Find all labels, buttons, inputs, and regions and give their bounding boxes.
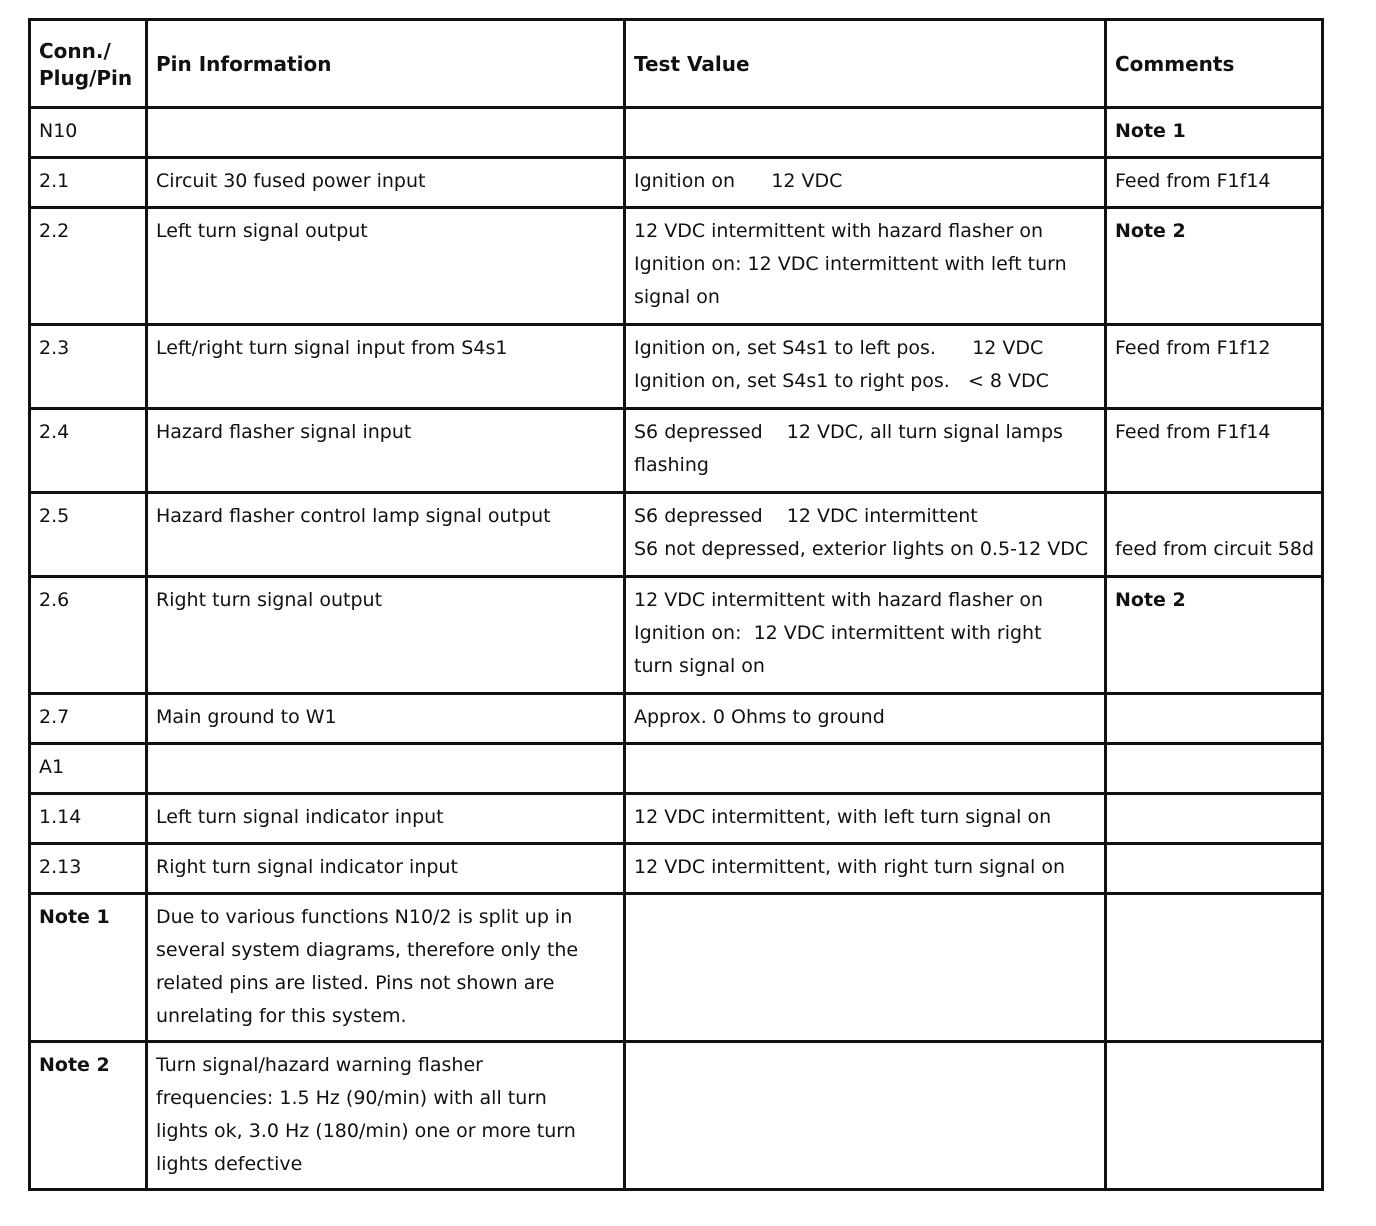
table-row: [30, 577, 1323, 694]
cell-pin: 2.13: [30, 844, 147, 894]
cell-pin: 2.4: [30, 409, 147, 493]
test-value-line: Ignition on, set S4s1 to left pos. 12 VDC: [634, 337, 1044, 359]
cell-pin-information: [147, 108, 625, 158]
header-test-value: Test Value: [625, 20, 1106, 108]
table-row: [30, 493, 1323, 577]
pin-information-line: Due to various functions N10/2 is split up in: [156, 906, 573, 928]
pin-information-line: lights ok, 3.0 Hz (180/min) one or more turn: [156, 1120, 576, 1142]
test-value-line: S6 not depressed, exterior lights on 0.5-12 VDC: [634, 538, 1089, 560]
cell-test-value: [625, 108, 1106, 158]
cell-pin-information: Left/right turn signal input from S4s1: [147, 325, 625, 409]
table-row: [30, 108, 1323, 158]
cell-pin-information: Right turn signal indicator input: [147, 844, 625, 894]
cell-pin: Note 1: [30, 894, 147, 1042]
table-row: [30, 894, 1323, 1042]
cell-pin: 2.5: [30, 493, 147, 577]
test-value-line: flashing: [634, 454, 709, 476]
comment-spacer: [1115, 500, 1315, 533]
test-value-line: 12 VDC intermittent with hazard flasher on: [634, 589, 1043, 611]
header-conn-plug-pin: [30, 20, 147, 108]
table-row: [30, 694, 1323, 744]
test-value-line: Ignition on 12 VDC: [634, 170, 843, 192]
test-value-line: turn signal on: [634, 655, 765, 677]
cell-pin: 2.6: [30, 577, 147, 694]
header-conn-line-1: Conn./: [39, 38, 111, 63]
test-value-line: Ignition on: 12 VDC intermittent with right: [634, 622, 1042, 644]
table-row: [30, 794, 1323, 844]
test-value-line: S6 depressed 12 VDC, all turn signal lamps: [634, 421, 1063, 443]
cell-pin-information: Right turn signal output: [147, 577, 625, 694]
cell-pin-information: Hazard flasher signal input: [147, 409, 625, 493]
cell-comments: [1106, 894, 1323, 1042]
comment-text: feed from circuit 58d: [1115, 538, 1315, 560]
pin-information-line: frequencies: 1.5 Hz (90/min) with all turn: [156, 1087, 547, 1109]
cell-pin: 2.3: [30, 325, 147, 409]
comment-text: Note 2: [1115, 589, 1186, 611]
cell-test-value: [625, 493, 1106, 577]
pin-information-line: Turn signal/hazard warning flasher: [156, 1054, 483, 1076]
comment-text: Feed from F1f14: [1115, 170, 1271, 192]
cell-test-value: [625, 409, 1106, 493]
cell-comments: [1106, 694, 1323, 744]
test-value-line: Ignition on: 12 VDC intermittent with left turn: [634, 253, 1067, 275]
cell-test-value: [625, 208, 1106, 325]
cell-pin: 2.2: [30, 208, 147, 325]
cell-comments: [1106, 1042, 1323, 1190]
test-value-line: Ignition on, set S4s1 to right pos. < 8 VDC: [634, 370, 1049, 392]
cell-pin: 1.14: [30, 794, 147, 844]
cell-comments: [1106, 108, 1323, 158]
pin-information-line: several system diagrams, therefore only the: [156, 939, 579, 961]
cell-test-value: [625, 894, 1106, 1042]
cell-pin: 2.1: [30, 158, 147, 208]
cell-pin-information: Circuit 30 fused power input: [147, 158, 625, 208]
cell-test-value: [625, 744, 1106, 794]
comment-text: Feed from F1f14: [1115, 421, 1271, 443]
cell-pin-information: [147, 894, 625, 1042]
pin-information-line: unrelating for this system.: [156, 1005, 407, 1027]
cell-pin: N10: [30, 108, 147, 158]
cell-test-value: [625, 577, 1106, 694]
table-row: [30, 744, 1323, 794]
table-header-row: [30, 20, 1323, 108]
cell-test-value: [625, 1042, 1106, 1190]
table-row: [30, 325, 1323, 409]
test-value-line: signal on: [634, 286, 720, 308]
cell-comments: [1106, 794, 1323, 844]
test-value-line: S6 depressed 12 VDC intermittent: [634, 505, 978, 527]
cell-test-value: [625, 158, 1106, 208]
cell-comments: [1106, 744, 1323, 794]
cell-comments: [1106, 409, 1323, 493]
test-value-line: Approx. 0 Ohms to ground: [634, 706, 885, 728]
cell-test-value: [625, 844, 1106, 894]
cell-comments: [1106, 577, 1323, 694]
table-row: [30, 208, 1323, 325]
comment-text: Note 2: [1115, 220, 1186, 242]
pin-information-line: related pins are listed. Pins not shown are: [156, 972, 555, 994]
pin-information-line: lights defective: [156, 1153, 303, 1175]
cell-pin-information: [147, 744, 625, 794]
table-row: [30, 1042, 1323, 1190]
cell-comments: [1106, 208, 1323, 325]
test-value-line: 12 VDC intermittent, with right turn signal on: [634, 856, 1066, 878]
pin-test-table: [28, 18, 1324, 1191]
test-value-line: 12 VDC intermittent, with left turn signal on: [634, 806, 1052, 828]
header-pin-information: Pin Information: [147, 20, 625, 108]
cell-pin-information: Left turn signal output: [147, 208, 625, 325]
cell-pin-information: [147, 1042, 625, 1190]
header-comments: Comments: [1106, 20, 1323, 108]
table-row: [30, 409, 1323, 493]
header-conn-line-2: Plug/Pin: [39, 65, 133, 90]
cell-comments: [1106, 493, 1323, 577]
comment-text: Note 1: [1115, 120, 1186, 142]
table-row: [30, 158, 1323, 208]
cell-pin-information: Hazard flasher control lamp signal output: [147, 493, 625, 577]
test-value-line: 12 VDC intermittent with hazard flasher on: [634, 220, 1043, 242]
cell-test-value: [625, 694, 1106, 744]
table-row: [30, 844, 1323, 894]
comment-text: Feed from F1f12: [1115, 337, 1271, 359]
cell-comments: [1106, 844, 1323, 894]
cell-pin-information: Main ground to W1: [147, 694, 625, 744]
cell-pin: 2.7: [30, 694, 147, 744]
cell-comments: [1106, 158, 1323, 208]
cell-pin-information: Left turn signal indicator input: [147, 794, 625, 844]
cell-test-value: [625, 794, 1106, 844]
cell-pin: A1: [30, 744, 147, 794]
cell-pin: Note 2: [30, 1042, 147, 1190]
table-body: [30, 108, 1323, 1190]
cell-test-value: [625, 325, 1106, 409]
cell-comments: [1106, 325, 1323, 409]
